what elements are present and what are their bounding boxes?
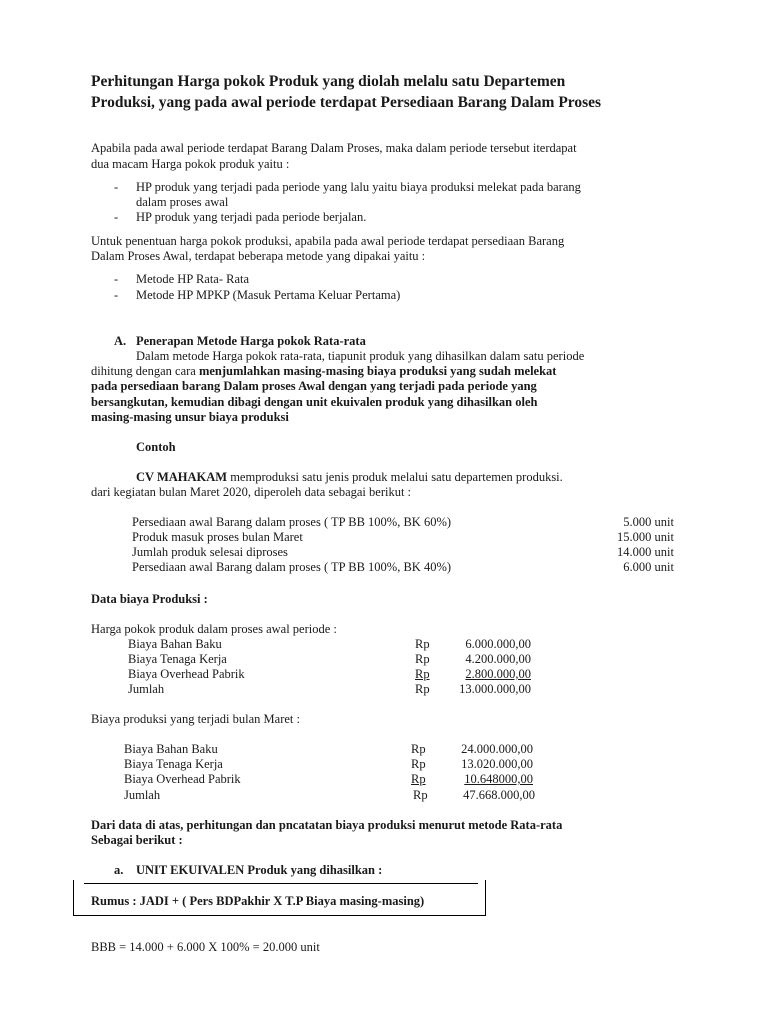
total-row-value: 13.000.000,00 (459, 682, 531, 696)
cost-row-value: 13.020.000,00 (461, 757, 533, 771)
intro-line-2: dua macam Harga pokok produk yaitu : (91, 157, 290, 171)
subsection-a-label: a. (114, 863, 124, 877)
section-a-line-5: masing-masing unsur biaya produksi (91, 410, 289, 424)
biaya-maret-heading: Biaya produksi yang terjadi bulan Maret : (91, 712, 300, 726)
unit-row-label: Jumlah produk selesai diproses (132, 545, 288, 559)
currency-label: Rp (411, 742, 426, 756)
cv-line-1-rest: memproduksi satu jenis produk melalui satu departemen produksi. (227, 470, 563, 484)
bullet-item-1-line-1: HP produk yang terjadi pada periode yang lalu yaitu biaya produksi melekat pada barang (136, 180, 581, 194)
currency-label: Rp (415, 667, 430, 681)
unit-row-value: 6.000 unit (623, 560, 674, 574)
currency-label: Rp (413, 788, 428, 802)
data-biaya-heading: Data biaya Produksi : (91, 592, 208, 606)
bullet-item-1-line-2: dalam proses awal (136, 195, 229, 209)
unit-row-label: Produk masuk proses bulan Maret (132, 530, 303, 544)
cost-row-label: Biaya Bahan Baku (128, 637, 222, 651)
total-row-label: Jumlah (128, 682, 165, 696)
para2-line-2: Dalam Proses Awal, terdapat beberapa metode yang dipakai yaitu : (91, 249, 426, 263)
summary-line-2: Sebagai berikut : (91, 833, 183, 847)
formula-box-right (485, 880, 486, 916)
unit-row-label: Persediaan awal Barang dalam proses ( TP BB 100%, BK 40%) (132, 560, 452, 574)
currency-label: Rp (411, 757, 426, 771)
subsection-a-title: UNIT EKUIVALEN Produk yang dihasilkan : (136, 863, 383, 877)
formula-box-left (73, 880, 74, 916)
section-a-line-1: Dalam metode Harga pokok rata-rata, tiapunit produk yang dihasilkan dalam satu periode (136, 349, 585, 363)
currency-label: Rp (415, 682, 430, 696)
unit-row-value: 14.000 unit (617, 545, 674, 559)
section-a-title: Penerapan Metode Harga pokok Rata-rata (136, 334, 366, 348)
cost-row-label: Biaya Bahan Baku (124, 742, 218, 756)
formula-box-bottom (73, 915, 486, 916)
cv-line-2: dari kegiatan bulan Maret 2020, diperoleh data sebagai berikut : (91, 485, 412, 499)
cost-row-value: 24.000.000,00 (461, 742, 533, 756)
cv-line-1 (136, 470, 563, 485)
cost-row-value (430, 772, 533, 787)
currency-label: Rp (415, 652, 430, 666)
total-row-label: Jumlah (124, 788, 161, 802)
underlined-value: 10.648000,00 (464, 772, 533, 786)
section-a-label: A. (114, 334, 127, 348)
contoh-heading: Contoh (136, 440, 176, 454)
bbb-calculation: BBB = 14.000 + 6.000 X 100% = 20.000 unit (91, 940, 320, 954)
section-a-line-2-bold: menjumlahkan masing-masing biaya produksi yang sudah melekat (198, 364, 557, 378)
formula-box-top (84, 883, 478, 884)
section-a-line-2-normal: dihitung dengan cara (91, 364, 199, 378)
company-name: CV MAHAKAM (136, 470, 228, 484)
bullet-dash: - (114, 180, 119, 194)
document-title-line-2: Produksi, yang pada awal periode terdapat Persediaan Barang Dalam Proses (91, 94, 602, 111)
summary-line-1: Dari data di atas, perhitungan dan pncatatan biaya produksi menurut metode Rata-rata (91, 818, 563, 832)
bullet-dash: - (114, 210, 119, 224)
cost-row-value: 6.000.000,00 (465, 637, 531, 651)
cost-row-value: 4.200.000,00 (465, 652, 531, 666)
section-a-line-4: bersangkutan, kemudian dibagi dengan unit ekuivalen produk yang dihasilkan oleh (91, 395, 538, 409)
bullet-dash: - (114, 272, 119, 286)
document-title-line-1: Perhitungan Harga pokok Produk yang diolah melalu satu Departemen (91, 73, 566, 90)
para2-line-1: Untuk penentuan harga pokok produksi, apabila pada awal periode terdapat persediaan Barang (91, 234, 565, 248)
intro-line-1: Apabila pada awal periode terdapat Barang Dalam Proses, maka dalam periode tersebut iterdapat (91, 141, 577, 155)
cost-row-value (430, 667, 531, 682)
total-row-value: 47.668.000,00 (463, 788, 535, 802)
unit-row-value: 15.000 unit (617, 530, 674, 544)
cost-row-label: Biaya Overhead Pabrik (128, 667, 245, 681)
currency-label: Rp (411, 772, 426, 786)
section-a-line-3: pada persediaan barang Dalam proses Awal dengan yang terjadi pada periode yang (91, 379, 537, 393)
underlined-value: 2.800.000,00 (465, 667, 531, 681)
method-item-2: Metode HP MPKP (Masuk Pertama Keluar Pertama) (136, 288, 401, 302)
bullet-item-2: HP produk yang terjadi pada periode berjalan. (136, 210, 367, 224)
section-a-line-2 (91, 364, 556, 379)
unit-row-label: Persediaan awal Barang dalam proses ( TP BB 100%, BK 60%) (132, 515, 452, 529)
unit-row-value: 5.000 unit (623, 515, 674, 529)
cost-row-label: Biaya Overhead Pabrik (124, 772, 241, 786)
method-item-1: Metode HP Rata- Rata (136, 272, 250, 286)
formula-text: Rumus : JADI + ( Pers BDPakhir X T.P Biaya masing-masing) (91, 894, 425, 908)
hp-awal-heading: Harga pokok produk dalam proses awal periode : (91, 622, 337, 636)
cost-row-label: Biaya Tenaga Kerja (124, 757, 223, 771)
cost-row-label: Biaya Tenaga Kerja (128, 652, 227, 666)
currency-label: Rp (415, 637, 430, 651)
bullet-dash: - (114, 288, 119, 302)
